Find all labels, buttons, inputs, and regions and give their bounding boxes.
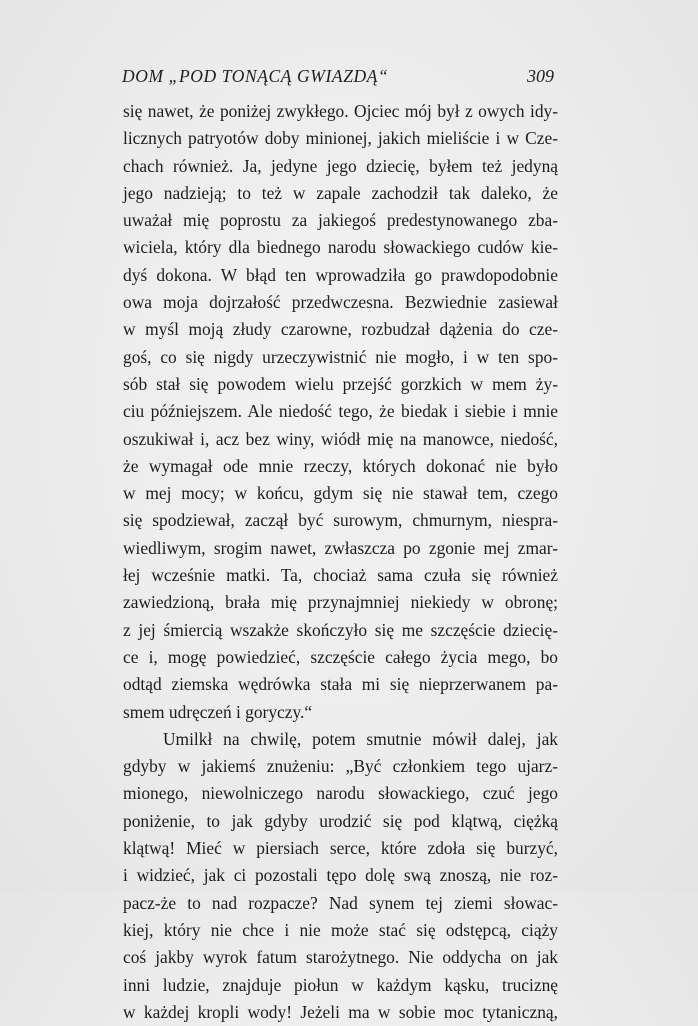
text-line: ce i, mogę powiedzieć, szczęście całego życia mego, bo	[123, 646, 558, 667]
text-line: mionego, niewolniczego narodu słowackiego, czuć jego	[123, 783, 558, 804]
text-line: wiedliwym, srogim nawet, zwłaszcza po zgonie mej zmar-	[123, 537, 558, 558]
text-line: sób stał się powodem wielu przejść gorzkich w mem ży-	[123, 373, 558, 394]
text-line: licznych patryotów doby minionej, jakich mieliście i w Cze-	[123, 128, 558, 149]
text-line: w mej mocy; w końcu, gdym się nie stawał tem, czego	[123, 483, 558, 504]
text-line: uważał mię poprostu za jakiegoś predestynowanego zba-	[123, 210, 558, 231]
paragraph-end-line: smem udręczeń i goryczy.“	[123, 701, 313, 722]
text-line: i widzieć, jak ci pozostali tępo dolę swą znoszą, nie roz-	[123, 865, 558, 886]
text-line: klątwą! Mieć w piersiach serce, które zdoła się burzyć,	[123, 838, 558, 859]
text-line: goś, co się nigdy urzeczywistnić nie mogło, i w ten spo-	[123, 346, 558, 367]
text-line: inni ludzie, znajduje piołun w każdym kąsku, truciznę	[123, 974, 558, 995]
text-line: oszukiwał i, acz bez winy, wiódł mię na manowce, niedość,	[123, 428, 558, 449]
text-line: wiciela, który dla biednego narodu słowackiego cudów kie-	[123, 237, 558, 258]
text-line: kiej, który nie chce i nie może stać się odstępcą, ciąży	[123, 919, 558, 940]
text-line: gdyby w jakiemś znużeniu: „Być członkiem tego ujarz-	[123, 756, 558, 777]
text-line: z jej śmiercią wszakże skończyło się me szczęście dziecię-	[123, 619, 558, 640]
text-line: zawiedzioną, brała mię przynajmniej niekiedy w obronę;	[123, 592, 558, 613]
running-title: DOM „POD TONĄCĄ GWIAZDĄ“	[122, 66, 389, 86]
text-line: że wymagał ode mnie rzeczy, których dokonać nie było	[123, 455, 558, 476]
text-line: w każdej kropli wody! Jeżeli ma w sobie moc tytaniczną,	[123, 1001, 558, 1022]
text-line: w myśl moją złudy czarowne, rozbudzał dążenia do cze-	[123, 319, 558, 340]
paragraph-start-line: Umilkł na chwilę, potem smutnie mówił dalej, jak	[163, 728, 558, 749]
text-line: poniżenie, to jak gdyby urodzić się pod klątwą, ciężką	[123, 810, 558, 831]
text-line: pacz-że to nad rozpacze? Nad synem tej ziemi słowac-	[123, 892, 558, 913]
running-head	[122, 66, 560, 92]
text-line: łej wcześnie matki. Ta, chociaż sama czuła się również	[123, 565, 558, 586]
text-line: chach również. Ja, jedyne jego dziecię, byłem też jedyną	[123, 155, 558, 176]
text-line: się spodziewał, zaczął być surowym, chmurnym, niespra-	[123, 510, 558, 531]
text-line: się nawet, że poniżej zwykłego. Ojciec mój był z owych idy-	[123, 101, 558, 121]
text-line: owa moja dojrzałość przedwczesna. Bezwiednie zasiewał	[123, 292, 558, 313]
body-text	[123, 98, 558, 1026]
page-number: 309	[527, 66, 554, 86]
text-line: coś jakby wyrok fatum starożytnego. Nie oddycha on jak	[123, 947, 558, 968]
text-line: ciu późniejszem. Ale niedość tego, że biedak i siebie i mnie	[123, 401, 558, 422]
text-line: jego nadzieją; to też w zapale zachodził tak daleko, że	[123, 182, 558, 203]
text-line: odtąd ziemska wędrówka stała mi się nieprzerwanem pa-	[123, 674, 558, 695]
text-line: dyś dokona. W błąd ten wprowadziła go prawdopodobnie	[123, 264, 558, 285]
